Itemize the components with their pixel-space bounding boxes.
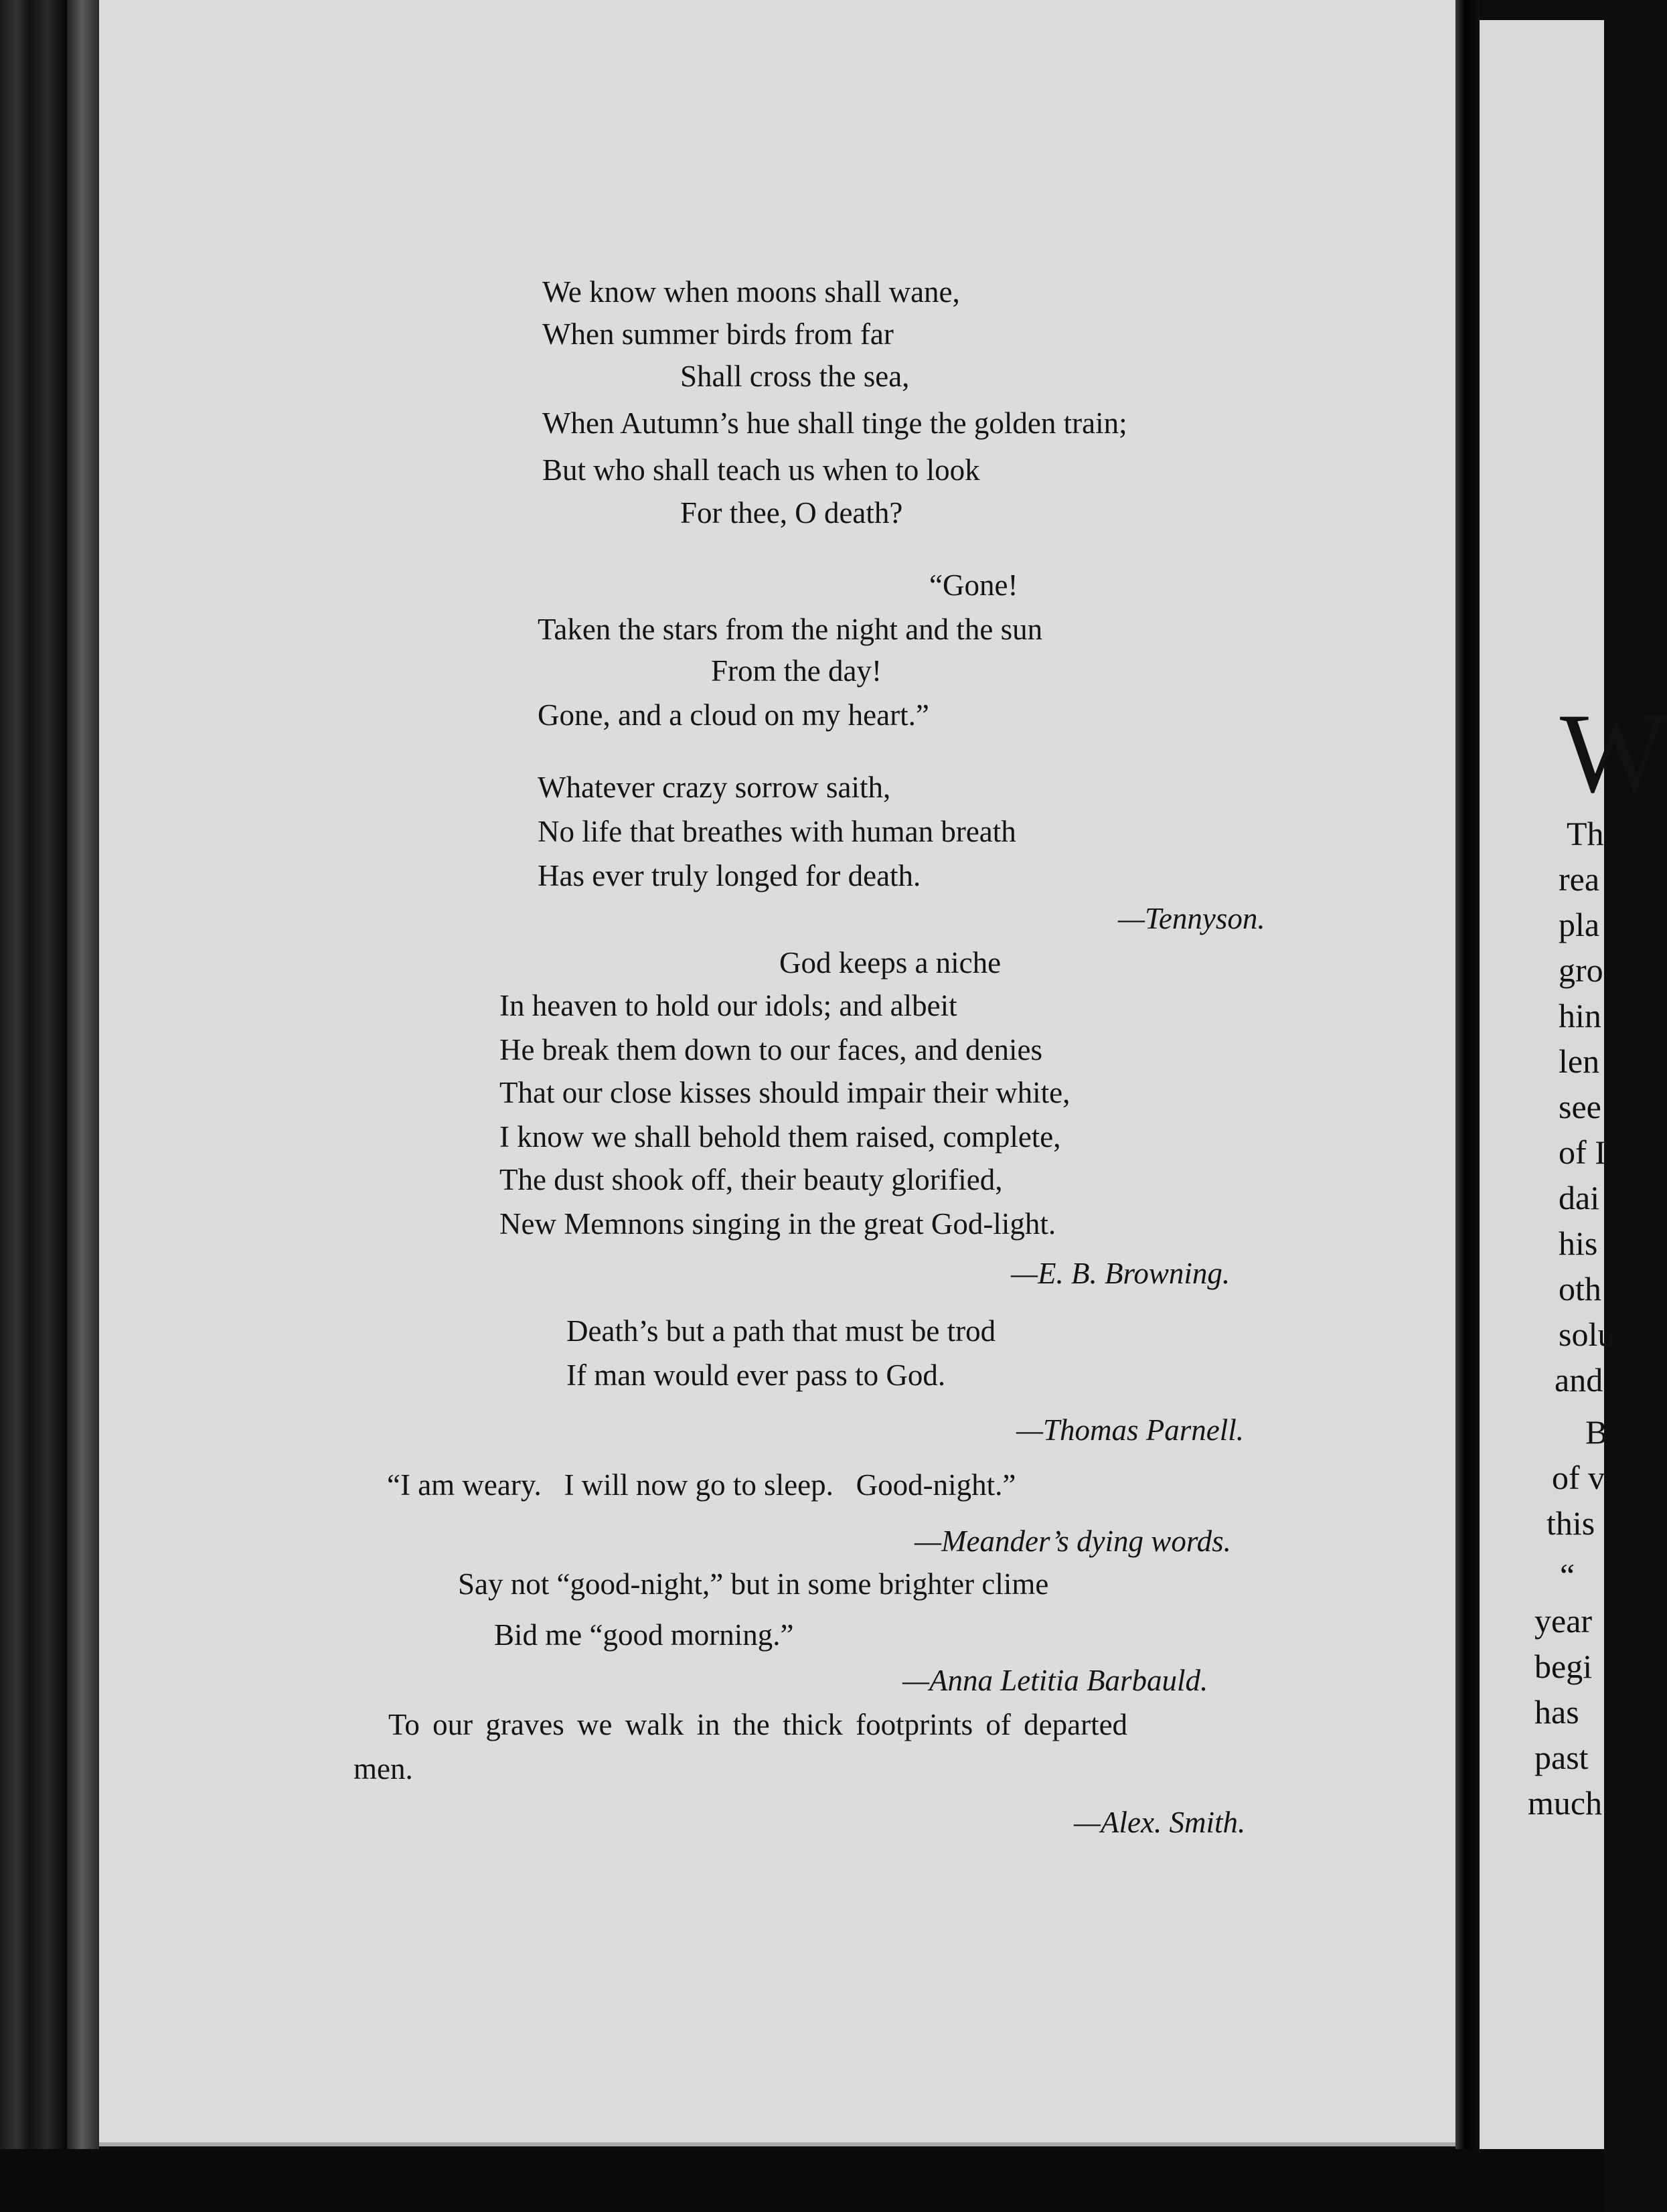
poem-line: If man would ever pass to God. [566,1358,946,1392]
poem-line: For thee, O death? [680,496,903,530]
book-edge-dark [0,0,67,2212]
poem-line: We know when moons shall wane, [542,275,960,309]
prose-line: men. [353,1752,413,1786]
poem-line: No life that breathes with human breath [538,815,1016,848]
text-fragment: see [1559,1088,1601,1125]
poem-line: When Autumn’s hue shall tinge the golden train; [542,406,1127,440]
text-fragment: solu [1559,1316,1615,1353]
text-fragment: past [1534,1739,1589,1776]
attribution-meander: —Meander’s dying words. [915,1524,1231,1558]
text-fragment: pla [1559,906,1600,943]
poem-line: “Gone! [929,568,1018,602]
text-fragment: B [1585,1413,1608,1451]
text-fragment: oth [1559,1270,1601,1308]
text-fragment: of I [1559,1133,1606,1171]
poem-line: The dust shook off, their beauty glorified, [499,1163,1003,1196]
text-fragment: has [1534,1693,1579,1731]
text-fragment: begi [1534,1648,1593,1685]
text-fragment: of v [1552,1459,1605,1496]
prose-line: To our graves we walk in the thick footprints of departed [388,1708,1128,1741]
right-page-partial [1480,20,1667,2156]
poem-line: In heaven to hold our idols; and albeit [499,989,957,1022]
poem-line: Taken the stars from the night and the sun [538,613,1043,646]
poem-line: Say not “good-night,” but in some brighter clime [458,1567,1049,1601]
book-edge-light [67,0,99,2212]
poem-line: Shall cross the sea, [680,360,910,393]
text-fragment: hin [1559,997,1601,1034]
poem-line: Whatever crazy sorrow saith, [538,771,891,804]
poem-line: Death’s but a path that must be trod [566,1314,996,1348]
poem-line: When summer birds from far [542,317,894,351]
poem-line: But who shall teach us when to look [542,453,980,487]
text-fragment: gro [1559,951,1603,989]
book-gutter [1455,0,1480,2212]
text-fragment: dai [1559,1179,1600,1216]
quote-line: “I am weary. I will now go to sleep. Good-night.” [387,1468,1016,1502]
text-fragment: this [1546,1504,1595,1542]
poem-line: From the day! [711,654,882,688]
poem-line: I know we shall behold them raised, complete, [499,1120,1061,1154]
text-fragment: rea [1559,860,1600,898]
left-page [99,0,1455,2146]
poem-line: New Memnons singing in the great God-light. [499,1207,1056,1241]
poem-line: God keeps a niche [779,946,1002,979]
text-fragment: much [1528,1784,1603,1822]
text-fragment: len [1559,1042,1600,1080]
text-fragment: “ [1560,1557,1575,1594]
text-fragment: Th [1567,815,1604,852]
poem-line: That our close kisses should impair their white, [499,1076,1070,1109]
poem-line: Has ever truly longed for death. [538,859,921,892]
attribution-barbauld: —Anna Letitia Barbauld. [902,1664,1208,1697]
poem-line: He break them down to our faces, and denies [499,1033,1042,1066]
attribution-browning: —E. B. Browning. [1011,1257,1231,1290]
attribution-tennyson: —Tennyson. [1118,902,1265,935]
attribution-smith: —Alex. Smith. [1074,1806,1246,1839]
poem-line: Gone, and a cloud on my heart.” [538,698,929,732]
text-fragment: year [1534,1602,1593,1640]
text-fragment: his [1559,1224,1598,1262]
scan-border-bottom [0,2149,1604,2212]
attribution-parnell: —Thomas Parnell. [1016,1413,1245,1447]
poem-line: Bid me “good morning.” [494,1618,794,1652]
text-fragment: and [1555,1361,1603,1399]
drop-cap: W [1560,690,1667,816]
